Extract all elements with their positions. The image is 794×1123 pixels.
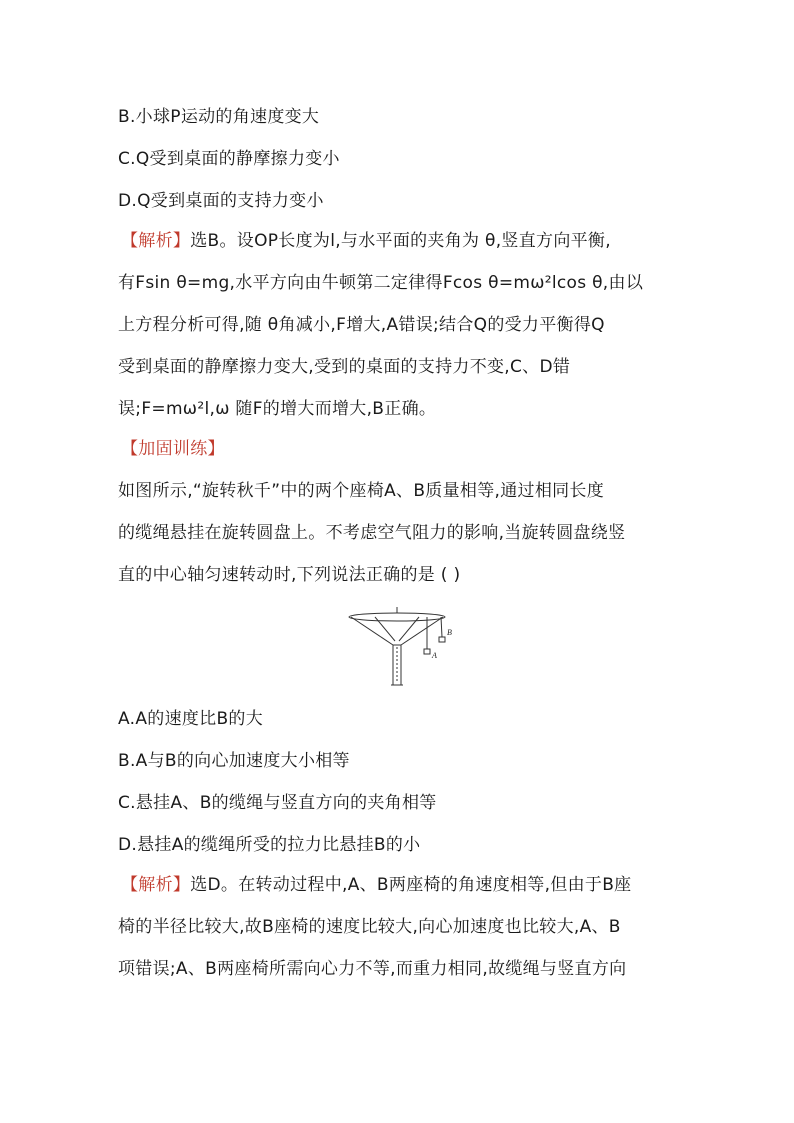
seat-a xyxy=(424,649,430,654)
practice-analysis-line-3: 项错误;A、B两座椅所需向心力不等,而重力相同,故缆绳与竖直方向 xyxy=(118,959,627,979)
q1-analysis-line-4: 受到桌面的静摩擦力变大,受到的桌面的支持力不变,C、D错 xyxy=(118,357,571,377)
practice-analysis-line-1 xyxy=(121,874,681,896)
practice-option-b: B.A与B的向心加速度大小相等 xyxy=(118,751,350,771)
q1-analysis-line-5: 误;F=mω²l,ω 随F的增大而增大,B正确。 xyxy=(118,399,437,419)
q1-analysis-line-1 xyxy=(121,230,681,252)
practice-analysis-text-1: 选D。在转动过程中,A、B两座椅的角速度相等,但由于B座 xyxy=(190,875,632,895)
rotating-disk xyxy=(349,613,445,621)
rotating-swing-figure xyxy=(345,605,465,689)
practice-option-d: D.悬挂A的缆绳所受的拉力比悬挂B的小 xyxy=(118,835,421,855)
practice-option-a: A.A的速度比B的大 xyxy=(118,709,264,729)
label-b: B xyxy=(447,628,452,637)
practice-analysis-line-2: 椅的半径比较大,故B座椅的速度比较大,向心加速度也比较大,A、B xyxy=(118,917,621,937)
cable-b xyxy=(441,617,442,637)
practice-tag: 【加固训练】 xyxy=(121,439,225,459)
q1-analysis-tag: 【解析】 xyxy=(121,231,191,251)
practice-analysis-tag: 【解析】 xyxy=(121,875,191,895)
q1-option-b: B.小球P运动的角速度变大 xyxy=(118,107,320,127)
label-a: A xyxy=(432,651,437,660)
practice-stem-line-1: 如图所示,“旋转秋千”中的两个座椅A、B质量相等,通过相同长度 xyxy=(118,481,605,501)
q1-option-c: C.Q受到桌面的静摩擦力变小 xyxy=(118,149,340,169)
q1-analysis-line-2: 有Fsin θ=mg,水平方向由牛顿第二定律得Fcos θ=mω²lcos θ,由以 xyxy=(118,273,644,293)
seat-b xyxy=(439,637,445,642)
q1-option-d: D.Q受到桌面的支持力变小 xyxy=(118,191,324,211)
q1-analysis-line-3: 上方程分析可得,随 θ角减小,F增大,A错误;结合Q的受力平衡得Q xyxy=(118,315,605,335)
practice-stem-line-3: 直的中心轴匀速转动时,下列说法正确的是 ( ) xyxy=(118,565,461,585)
practice-stem-line-2: 的缆绳悬挂在旋转圆盘上。不考虑空气阻力的影响,当旋转圆盘绕竖 xyxy=(118,523,626,543)
q1-analysis-text-1: 选B。设OP长度为l,与水平面的夹角为 θ,竖直方向平衡, xyxy=(190,231,611,251)
practice-option-c: C.悬挂A、B的缆绳与竖直方向的夹角相等 xyxy=(118,793,437,813)
